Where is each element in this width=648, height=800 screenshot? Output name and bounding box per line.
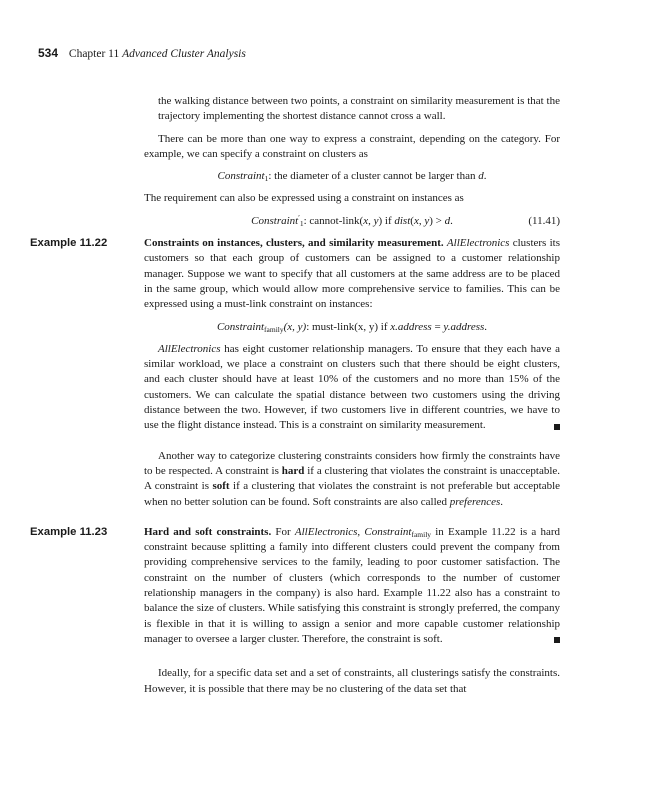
example-paragraph: Constraints on instances, clusters, and similarity measurement. AllElectronics clusters its customers so that each group of customers can be assigned to a customer relationship manager. Suppose we want to specify that all customers at the same address are to be placed in the same group, which would allow more comprehensive service to families. This can be expressed using a must-link constraint on instances: bbox=[144, 237, 561, 311]
running-header bbox=[38, 46, 246, 60]
chapter-label: Chapter 11 bbox=[68, 48, 120, 60]
paragraph: There can be more than one way to express a constraint, depending on the category. For example, we can specify a constraint on clusters as bbox=[144, 132, 560, 160]
example-11-23 bbox=[30, 525, 561, 647]
end-of-example-mark bbox=[554, 637, 560, 643]
example-label: Example 11.23 bbox=[30, 525, 108, 538]
paragraph: The requirement can also be expressed using a constraint on instances as bbox=[144, 192, 464, 205]
equation-11-41: Constraint′$_1$: cannot-link(x, y) if dist(x, y) > d. (11.41) bbox=[251, 212, 560, 228]
list-item-continuation: the walking distance between two points, a constraint on similarity measurement is that the trajectory implementing the shortest distance cannot cross a wall. bbox=[158, 95, 560, 123]
paragraph: Ideally, for a specific data set and a set of constraints, all clusterings satisfy the constraints. However, it is possible that there may be no clustering of the data set that bbox=[144, 667, 560, 695]
equation-number: (11.41) bbox=[528, 214, 560, 227]
body-text bbox=[30, 94, 561, 697]
end-of-example-mark bbox=[554, 424, 560, 430]
example-label: Example 11.22 bbox=[30, 237, 108, 250]
example-paragraph: Hard and soft constraints. For AllElectronics, Constraint$_{family}$ in Example 11.22 is a hard constraint because splitting a family into different clusters could prevent the company from providing comprehensive services to the family, leading to poor customer satisfaction. The constraint on the number of clusters (which corresponds to the number of customer relationship managers in the company) is also hard. Example 11.22 also has a constraint to balance the size of clusters. While satisfying this constraint is strongly preferred, the company is flexible in that it is willing to assign a senior and more capable customer relationship manager to oversee a larger cluster. Therefore, the constraint is soft. bbox=[144, 525, 561, 645]
paragraph: Another way to categorize clustering constraints considers how firmly the constraints have to be respected. A constraint is hard if a clustering that violates the constraint is unacceptable. A constraint is soft if a clustering that violates the constraint is not preferable but acceptable when no better solution can be found. Soft constraints are also called preferences. bbox=[144, 449, 561, 508]
page-number: 534 bbox=[38, 46, 59, 60]
chapter-title: Advanced Cluster Analysis bbox=[122, 48, 246, 60]
display-constraint-family: Constraint$_{family}$(x, y): must-link(x, y) if x.address = y.address. bbox=[216, 320, 488, 334]
display-constraint-1: Constraint$_1$: the diameter of a cluster cannot be larger than d. bbox=[217, 170, 487, 184]
example-paragraph: AllElectronics has eight customer relationship managers. To ensure that they each have a similar workload, we place a constraint on clusters such that there should be eight clusters, and each cluster should have at least 10% of the customers and no more than 15% of the customers. We can calculate the spatial distance between two customers using the driving distance between the two. However, if two customers live in different countries, we have to use the flight distance instead. This is a constraint on similarity measurement. bbox=[144, 342, 561, 432]
example-11-22 bbox=[30, 236, 561, 434]
